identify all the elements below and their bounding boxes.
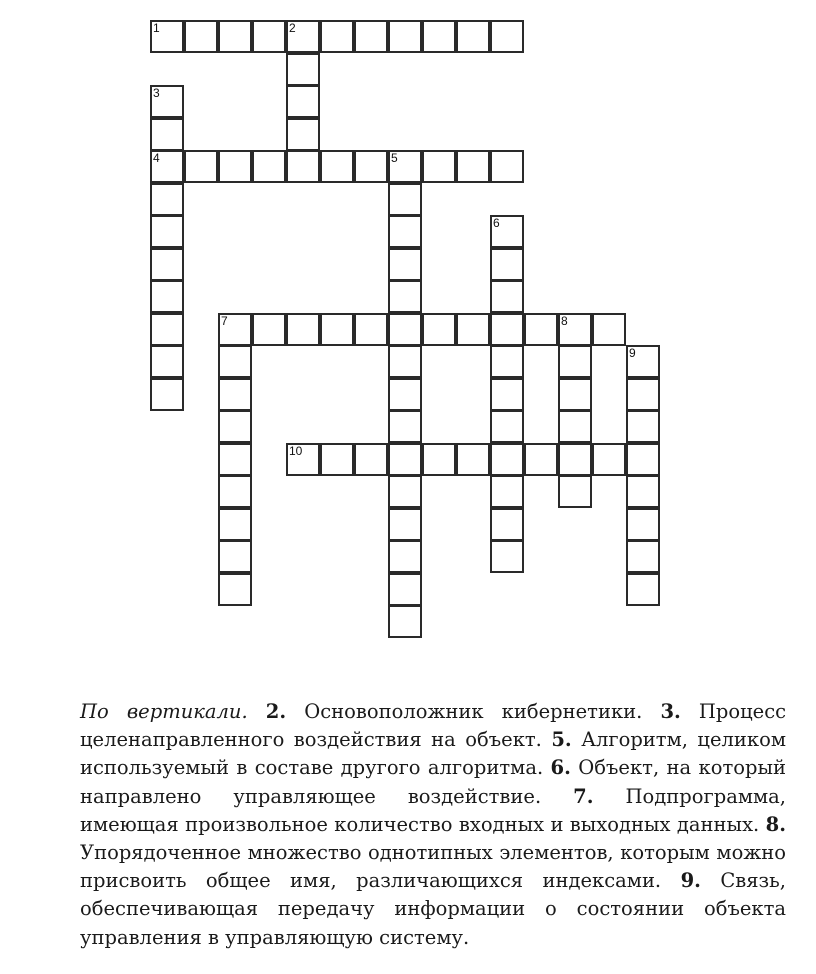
grid-cell [626,475,660,508]
clue-number-10: 10 [289,443,303,458]
grid-cell [388,540,422,573]
grid-cell [558,378,592,411]
grid-cell [252,20,286,53]
clue-7-number: 7. [573,784,594,808]
grid-cell [286,150,320,183]
grid-cell [456,20,490,53]
grid-cell [558,345,592,378]
grid-cell [626,508,660,541]
grid-cell [354,443,388,476]
clue-number-3: 3 [153,86,160,100]
grid-cell [490,280,524,313]
grid-cell [388,443,422,476]
grid-cell [150,215,184,248]
grid-cell [320,20,354,53]
grid-cell [388,280,422,313]
grid-cell [388,20,422,53]
clue-3-number: 3. [660,700,681,723]
grid-cell [252,313,286,346]
grid-cell [626,410,660,443]
grid-cell [150,313,184,346]
grid-cell [218,150,252,183]
grid-cell [286,53,320,86]
grid-cell [490,150,524,183]
grid-cell [558,410,592,443]
grid-cell [490,378,524,411]
clue-5-text: Алгоритм, целиком используемый в составе другого алгоритма. [80,728,786,780]
grid-cell [422,20,456,53]
grid-cell [218,345,252,378]
grid-cell [592,313,626,346]
clue-3-text: Процесс целенаправленного воздействия на объект. [80,700,787,752]
grid-cell [150,248,184,281]
grid-cell [490,20,524,53]
clue-number-8: 8 [561,313,568,328]
clues-heading: По вертикали. [80,700,248,723]
grid-cell [286,313,320,346]
grid-cell [490,443,524,476]
clue-9-number: 9. [680,869,701,893]
grid-cell [490,508,524,541]
grid-cell [388,475,422,508]
grid-cell [388,313,422,346]
grid-cell [218,378,252,411]
grid-cell [252,150,286,183]
clue-number-2: 2 [289,21,296,35]
grid-cell [524,313,558,346]
grid-cell [626,573,660,606]
grid-cell [286,85,320,118]
grid-cell [388,605,422,638]
clue-6-number: 6. [550,756,571,780]
grid-cell [558,475,592,508]
grid-cell [626,540,660,573]
grid-cell [320,313,354,346]
grid-cell [388,378,422,411]
grid-cell [320,443,354,476]
clue-number-7: 7 [221,313,228,328]
clue-8-number: 8. [765,812,786,836]
grid-cell [490,540,524,573]
clue-5-number: 5. [551,728,572,752]
clue-7-text: Подпрограмма, имеющая произвольное количество входных и выходных данных. [80,784,786,836]
grid-cell [218,573,252,606]
clue-6-text: Объект, на который направлено управляющее воздействие. [80,756,786,808]
grid-cell [388,508,422,541]
grid-cell [626,443,660,476]
grid-cell [558,443,592,476]
grid-cell [388,410,422,443]
grid-cell [456,443,490,476]
clue-2-text: Основоположник кибернетики. [304,700,643,723]
grid-cell [388,248,422,281]
grid-cell [218,475,252,508]
grid-cell [218,508,252,541]
grid-cell [320,150,354,183]
grid-cell [456,150,490,183]
grid-cell [490,475,524,508]
grid-cell [422,150,456,183]
grid-cell [592,443,626,476]
grid-cell [354,20,388,53]
grid-cell [218,443,252,476]
grid-cell [490,313,524,346]
clue-8-text: Упорядоченное множество однотипных элементов, которым можно присвоить общее имя, различающихся индексами. [80,841,786,893]
clue-2-number: 2. [265,700,287,723]
clue-number-4: 4 [153,151,160,165]
grid-cell [184,150,218,183]
clues-block [80,698,786,952]
grid-cell [150,378,184,411]
grid-cell [388,215,422,248]
grid-cell [490,410,524,443]
grid-cell [354,150,388,183]
grid-cell [490,248,524,281]
grid-cell [422,443,456,476]
clues-paragraph [80,698,786,952]
grid-cell [626,378,660,411]
clue-9-text: Связь, обеспечивающая передачу информации о состоянии объекта управления в управляющую систему. [80,869,786,949]
grid-cell [218,540,252,573]
clue-number-1: 1 [153,21,160,35]
grid-cell [218,410,252,443]
grid-cell [150,183,184,216]
grid-cell [354,313,388,346]
grid-cell [456,313,490,346]
clue-number-6: 6 [493,216,500,230]
grid-cell [388,573,422,606]
grid-cell [184,20,218,53]
grid-cell [524,443,558,476]
grid-cell [490,345,524,378]
clue-number-9: 9 [629,346,636,360]
grid-cell [388,345,422,378]
grid-cell [422,313,456,346]
grid-cell [218,20,252,53]
grid-cell [150,280,184,313]
grid-cell [150,345,184,378]
clue-number-5: 5 [391,151,398,165]
grid-cell [286,118,320,151]
grid-cell [150,118,184,151]
grid-cell [388,183,422,216]
